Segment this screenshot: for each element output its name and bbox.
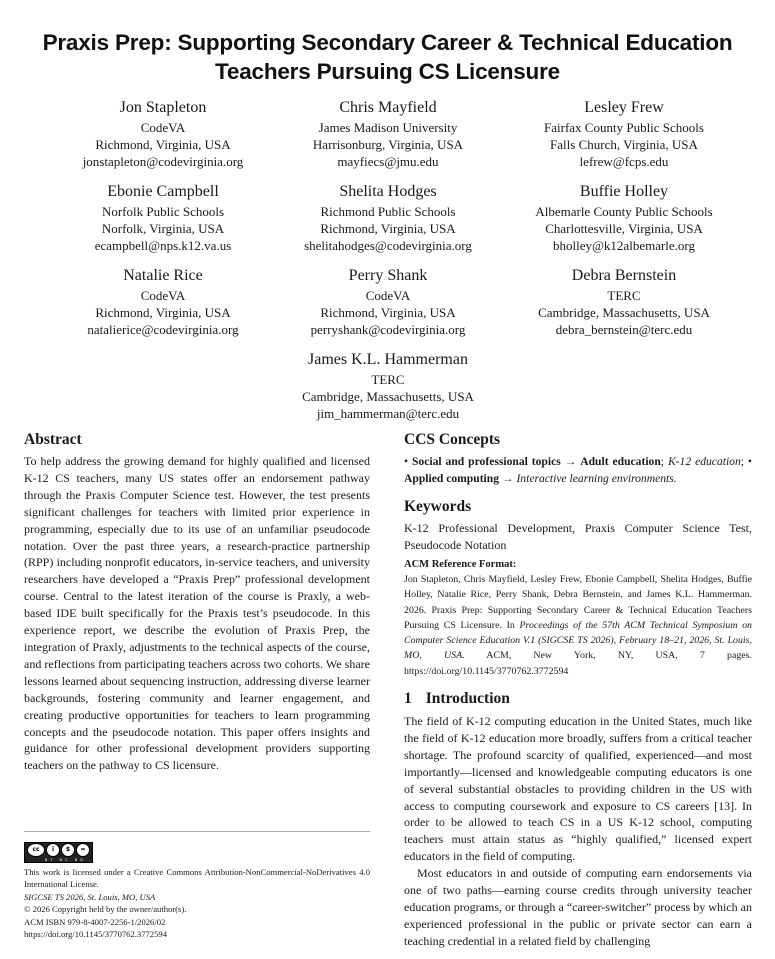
doi-link[interactable]: https://doi.org/10.1145/3770762.3772594 — [24, 928, 167, 939]
venue-text: SIGCSE TS 2026, St. Louis, MO, USA — [24, 892, 156, 903]
author-name: Perry Shank — [348, 267, 428, 284]
paper-title — [0, 28, 775, 86]
cc-by-nc-nd-icon: cc i $ = BY NC ND — [24, 838, 370, 863]
author-location: Richmond, Virginia, USA — [320, 221, 456, 236]
ccs-heading: CCS Concepts — [404, 431, 501, 448]
author-affiliation: Richmond Public Schools — [320, 204, 456, 219]
author-location: Charlottesville, Virginia, USA — [545, 221, 703, 236]
author-block — [263, 265, 513, 338]
author-affiliation: CodeVA — [365, 288, 411, 303]
ccs-concept: Adult education — [580, 455, 661, 468]
footer-rule — [24, 831, 370, 832]
intro-paragraph: The field of K-12 computing education in the United States, much like the field of K-12 education more broadly, suffers from a critical teacher shortage. The profound scarcity of qualified, experienced—and most importantly—licensed and knowledgeable computing educators is one of several substantial obstacles to providing children in the US with access to computing coursework and exposure to CS careers [13]. In order to be allowed to teach CS in a US K-12 school, computing teachers must attain status as “highly qualified,” licensed expert educators in the field of computing. — [404, 714, 752, 864]
author-block — [499, 265, 749, 338]
ccs-concept: K-12 education — [667, 455, 741, 468]
reference-doi-link[interactable]: https://doi.org/10.1145/3770762.3772594 — [404, 665, 569, 677]
author-name: Jon Stapleton — [119, 99, 207, 116]
isbn-text: ACM ISBN 979-8-4007-2256-1/2026/02 — [24, 916, 166, 927]
keywords-text: K-12 Professional Development, Praxis Computer Science Test, Pseudocode Notation — [404, 521, 752, 552]
author-location: Richmond, Virginia, USA — [95, 305, 231, 320]
author-affiliation: Norfolk Public Schools — [101, 204, 225, 219]
keywords-heading: Keywords — [404, 498, 472, 515]
author-name: Ebonie Campbell — [107, 183, 219, 200]
author-email[interactable]: lefrew@fcps.edu — [579, 154, 669, 169]
author-name: Lesley Frew — [584, 99, 664, 116]
author-affiliation: TERC — [371, 372, 405, 387]
author-affiliation: James Madison University — [318, 120, 458, 135]
author-location: Cambridge, Massachusetts, USA — [538, 305, 710, 320]
author-email[interactable]: natalierice@codevirginia.org — [87, 322, 239, 337]
author-email[interactable]: debra_bernstein@terc.edu — [555, 322, 693, 337]
author-email[interactable]: ecampbell@nps.k12.va.us — [94, 238, 232, 253]
author-block — [263, 97, 513, 170]
author-name: Natalie Rice — [123, 267, 203, 284]
ccs-concept: Interactive learning environments. — [516, 472, 677, 485]
title-line-1: Praxis Prep: Supporting Secondary Career & Technical Education — [42, 30, 733, 55]
author-email[interactable]: jonstapleton@codevirginia.org — [82, 154, 244, 169]
author-name: Chris Mayfield — [339, 99, 437, 116]
reference-tail: . ACM, New York, NY, USA, 7 pages. — [462, 650, 752, 662]
author-name: Debra Bernstein — [571, 267, 677, 284]
author-location: Richmond, Virginia, USA — [320, 305, 456, 320]
author-block — [499, 97, 749, 170]
abstract-text: To help address the growing demand for highly qualified and licensed K-12 CS teachers, many US states offer an endorsement pathway through the Praxis Computer Science test. However, the test presents significant challenges for teachers with limited prior experience in programming, especially due to its use of an unfamiliar pseudocode notation. Over the past three years, a research-practice partnership (RPP) including nonprofit educators, in-service teachers, and university researchers have developed a “Praxis Prep” professional development course. Central to the latest iteration of the course is Praxly, a web-based IDE built specifically for the Praxis test’s pseudocode. In this experience report, we describe the evolution of Praxis Prep, the integration of Praxly, adjustments to the technical aspects of the course, and reflections from participating teachers across two cohorts. We share lessons learned about sequencing instruction, addressing diverse learner backgrounds, fostering community and learner engagement, and creating productive opportunities for teachers to learn programming concepts and the pseudocode notation. This paper offers insights and guidance for other professional development providers supporting teachers on the pathway to CS licensure. — [24, 454, 370, 773]
abstract-section — [24, 430, 370, 774]
reference-italic: Proceedings of the 57th ACM Technical Symposium on Computer Science Education V.1 (SIGCSE TS 2026), February 18–21, 2026, St. Louis, MO, USA — [404, 619, 752, 662]
author-block — [38, 265, 288, 338]
author-email[interactable]: mayfiecs@jmu.edu — [337, 154, 439, 169]
ccs-concept: Social and professional topics — [411, 455, 561, 468]
reference-text — [404, 572, 752, 679]
ccs-concept: Applied computing — [404, 472, 500, 485]
introduction-section — [404, 689, 752, 950]
author-block — [263, 349, 513, 422]
arrow-icon: → — [501, 472, 514, 485]
author-email[interactable]: shelitahodges@codevirginia.org — [304, 238, 472, 253]
author-location: Richmond, Virginia, USA — [95, 137, 231, 152]
author-name: James K.L. Hammerman — [308, 351, 468, 368]
author-affiliation: Albemarle County Public Schools — [535, 204, 713, 219]
author-email[interactable]: jim_hammerman@terc.edu — [316, 406, 460, 421]
ccs-text: • Social and professional topics → Adult education; K-12 education; • Applied computing → Interactive learning environments. — [404, 455, 752, 485]
author-location: Falls Church, Virginia, USA — [550, 137, 698, 152]
footer-notes — [24, 831, 370, 940]
section-number: 1 — [404, 690, 412, 707]
author-affiliation: CodeVA — [140, 288, 186, 303]
author-affiliation: Fairfax County Public Schools — [544, 120, 704, 135]
license-text: This work is licensed under a Creative Commons Attribution-NonCommercial-NoDerivatives 4.0 International License. — [24, 866, 370, 889]
author-name: Shelita Hodges — [339, 183, 437, 200]
intro-heading — [404, 689, 752, 709]
author-block — [38, 181, 288, 254]
arrow-icon: → — [564, 455, 577, 468]
abstract-heading: Abstract — [24, 431, 82, 448]
author-location: Harrisonburg, Virginia, USA — [312, 137, 464, 152]
ccs-section — [404, 430, 752, 487]
copyright-text: © 2026 Copyright held by the owner/author(s). — [24, 904, 187, 915]
author-email[interactable]: perryshank@codevirginia.org — [310, 322, 466, 337]
author-affiliation: TERC — [607, 288, 641, 303]
section-title: Introduction — [425, 690, 510, 707]
reference-plain: Jon Stapleton, Chris Mayfield, Lesley Frew, Ebonie Campbell, Shelita Hodges, Buffie Holley, Natalie Rice, Perry Shank, Debra Bernstein, and James K.L. Hammerman. 2026. Praxis Prep: Supporting Secondary Career & Technical Education Teachers Pursuing CS Licensure. In — [404, 574, 752, 631]
author-block — [499, 181, 749, 254]
keywords-section — [404, 497, 752, 554]
reference-section — [404, 558, 752, 679]
author-name: Buffie Holley — [579, 183, 669, 200]
author-location: Norfolk, Virginia, USA — [101, 221, 225, 236]
author-affiliation: CodeVA — [140, 120, 186, 135]
author-block — [263, 181, 513, 254]
intro-paragraph: Most educators in and outside of computing earn endorsements via one of two paths—earning course credits through university teacher education programs, or through a “career-switcher” process by which an experienced professional in the public or private sector can earn a teaching credential in a related field by challenging — [404, 866, 752, 948]
author-block — [38, 97, 288, 170]
title-line-2: Teachers Pursuing CS Licensure — [215, 59, 560, 84]
author-email[interactable]: bholley@k12albemarle.org — [552, 238, 696, 253]
author-location: Cambridge, Massachusetts, USA — [302, 389, 474, 404]
reference-heading: ACM Reference Format: — [404, 559, 517, 570]
